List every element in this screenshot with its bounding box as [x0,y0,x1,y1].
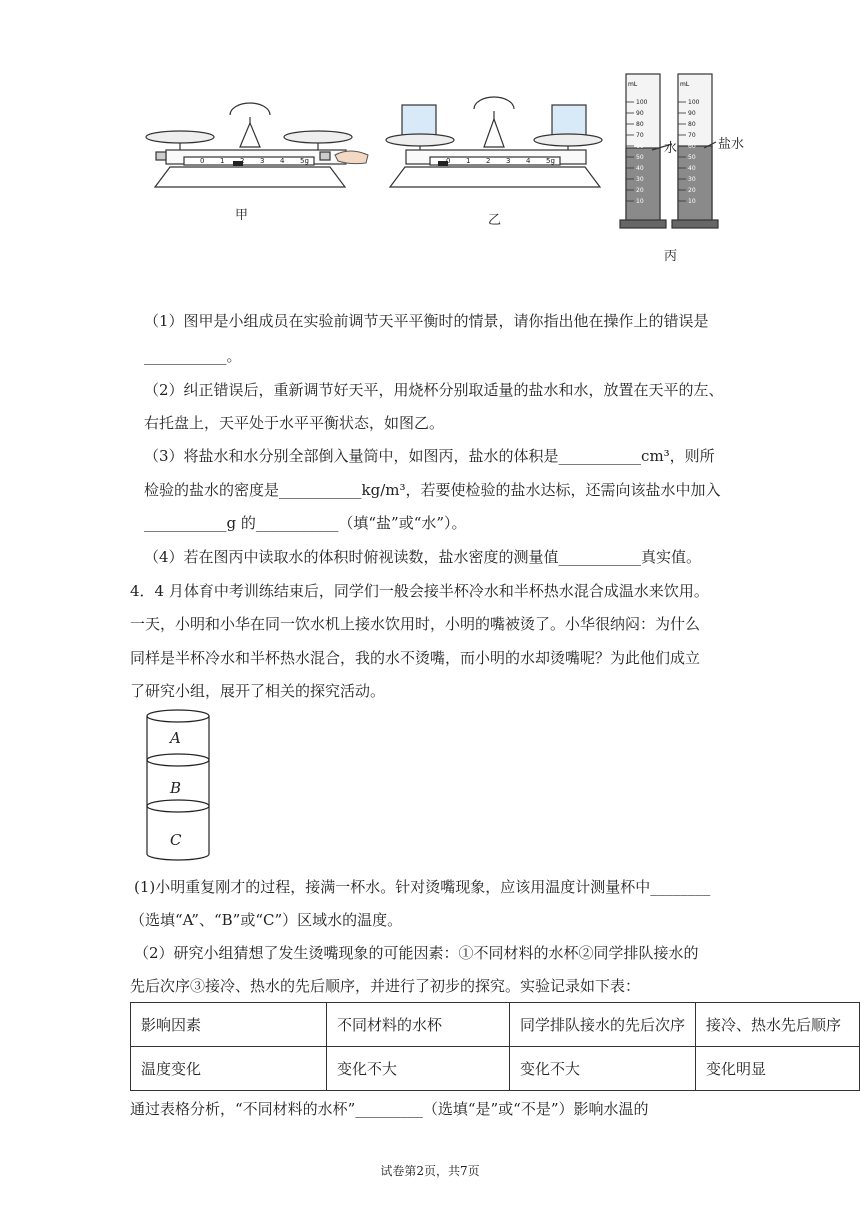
cylinder-tick-label: 70 [636,132,644,139]
scale-tick-label: 5g [546,157,555,165]
cylinder-tick-label: 10 [688,198,696,205]
cylinder-tick-label: 50 [636,154,644,161]
table-cell: 不同材料的水杯 [327,1003,510,1047]
cylinder-tick-label: 30 [688,176,696,183]
scale-tick-label: 4 [280,157,285,165]
scale-tick-label: 0 [200,157,205,165]
cylinder-tick-label: 80 [636,121,644,128]
cylinder-tick-label: 20 [636,187,644,194]
layer-b-label: B [170,779,182,797]
cylinder-tick-label: 20 [688,187,696,194]
water-label: 水 [664,141,678,156]
table-cell: 变化不大 [510,1047,696,1091]
q3-part1-line1: （1）图甲是小组成员在实验前调节天平平衡时的情景，请你指出他在操作上的错误是 [144,312,709,330]
table-row [131,1003,860,1047]
q4-sub1-line1: (1)小明重复刚才的过程，接满一杯水。针对烫嘴现象，应该用温度计测量杯中________ [134,878,711,896]
q4-sub2-line1: （2）研究小组猜想了发生烫嘴现象的可能因素：①不同材料的水杯②同学排队接水的 [134,944,699,962]
q4-after-table: 通过表格分析，“不同材料的水杯”_________（选填“是”或“不是”）影响水温的 [130,1100,649,1118]
scale-tick-label: 3 [260,157,265,165]
table-cell: 温度变化 [131,1047,327,1091]
cylinder-unit: mL [628,81,638,88]
q3-part2-line2: 右托盘上，天平处于水平平衡状态，如图乙。 [144,414,445,432]
q4-stem-line4: 了研究小组，展开了相关的探究活动。 [130,682,386,700]
cylinder-tick-label: 90 [688,110,696,117]
figure-bing-label: 丙 [664,249,678,264]
scale-tick-label: 1 [466,157,471,165]
q4-sub2-line2: 先后次序③接冷、热水的先后顺序，并进行了初步的探究。实验记录如下表： [130,977,641,995]
cylinder-tick-label: 60 [636,143,644,150]
q3-part2-line1: （2）纠正错误后，重新调节好天平，用烧杯分别取适量的盐水和水，放置在天平的左、 [144,381,724,399]
figure-jia-balance [140,95,370,205]
q3-part4: （4）若在图丙中读取水的体积时俯视读数，盐水密度的测量值___________真实值。 [144,548,702,566]
table-cell: 接冷、热水先后顺序 [696,1003,860,1047]
q4-stem-line2: 一天，小明和小华在同一饮水机上接水饮用时，小明的嘴被烫了。小华很纳闷：为什么 [130,615,701,633]
table-cell: 变化明显 [696,1047,860,1091]
experiment-record-table [130,1002,860,1091]
cylinder-tick-label: 100 [636,99,648,106]
scale-tick-label: 2 [486,157,491,165]
cylinder-tick-label: 70 [688,132,696,139]
cylinder-unit: mL [680,81,690,88]
table-cell: 同学排队接水的先后次序 [510,1003,696,1047]
scale-tick-label: 0 [446,157,451,165]
figure-bing-cylinders [612,70,782,235]
figure-jia-label: 甲 [235,208,249,223]
q3-part1-line2: ___________。 [144,347,242,365]
saltwater-label: 盐水 [718,137,745,152]
layer-a-label: A [170,729,181,747]
cylinder-tick-label: 40 [636,165,644,172]
q4-sub1-line2: （选填“A”、“B”或“C”）区域水的温度。 [130,911,403,929]
scale-tick-label: 2 [240,157,245,165]
cylinder-tick-label: 10 [636,198,644,205]
cylinder-tick-label: 40 [688,165,696,172]
scale-tick-label: 5g [300,157,309,165]
scale-tick-label: 4 [526,157,531,165]
figure-yi-label: 乙 [488,213,502,228]
cylinder-tick-label: 90 [636,110,644,117]
q4-stem-line1: 4．4 月体育中考训练结束后，同学们一般会接半杯冷水和半杯热水混合成温水来饮用。 [130,582,709,600]
q4-stem-line3: 同样是半杯冷水和半杯热水混合，我的水不烫嘴，而小明的水却烫嘴呢？为此他们成立 [130,649,701,667]
q3-part3-line3: ___________g 的___________（填“盐”或“水”）。 [144,514,467,532]
scale-tick-label: 3 [506,157,511,165]
cylinder-tick-label: 50 [688,154,696,161]
page-footer: 试卷第2页，共7页 [380,1164,480,1178]
table-row [131,1047,860,1091]
table-cell: 影响因素 [131,1003,327,1047]
q3-part3-line1: （3）将盐水和水分别全部倒入量筒中，如图丙，盐水的体积是___________cm³，则所 [144,447,715,465]
figure-yi-balance [380,95,610,205]
cylinder-tick-label: 80 [688,121,696,128]
cylinder-tick-label: 30 [636,176,644,183]
q3-part3-line2: 检验的盐水的密度是___________kg/m³，若要使检验的盐水达标，还需向该盐水中加入 [144,481,721,499]
layer-c-label: C [170,831,182,849]
table-cell: 变化不大 [327,1047,510,1091]
scale-tick-label: 1 [220,157,225,165]
cylinder-tick-label: 100 [688,99,700,106]
cylinder-tick-label: 60 [688,143,696,150]
